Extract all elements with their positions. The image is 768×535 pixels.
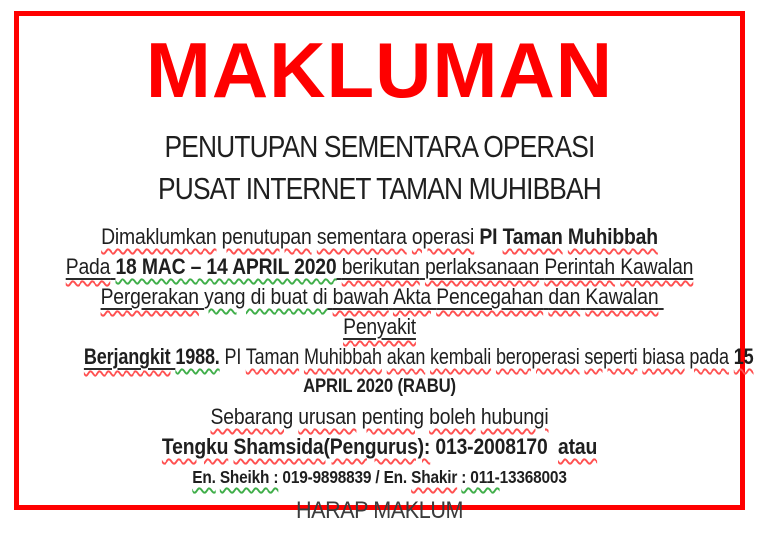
text-segment: PI [224, 344, 246, 369]
text-segment: PI [479, 224, 503, 249]
spellcheck-word: Kawalan [620, 254, 694, 279]
spellcheck-word: Tengku [161, 434, 229, 459]
spellcheck-word: beroperasi [495, 344, 580, 369]
text-segment [558, 434, 597, 459]
spellcheck-word: kembali [430, 344, 492, 369]
text-segment [246, 344, 729, 369]
text-segment: 18 MAC – 14 APRIL 2020 [115, 254, 337, 279]
spellcheck-word: pada [689, 344, 729, 369]
text-segment: yang di buat di [204, 284, 328, 309]
spellcheck-word: atau [558, 434, 598, 459]
spellcheck-word: Taman [245, 344, 300, 369]
space [658, 284, 663, 309]
spellcheck-word: Shakir [411, 467, 458, 487]
text-segment [333, 284, 664, 339]
spellcheck-word: dan [548, 284, 581, 309]
text-segment: 1988. [175, 344, 220, 369]
notice-frame [14, 11, 754, 524]
spellcheck-word: Muhibbah [303, 344, 382, 369]
spellcheck-word: Dimaklumkan [101, 224, 217, 249]
text-segment [734, 344, 754, 369]
spellcheck-word: Pada [65, 254, 111, 279]
body-line-7 [62, 432, 696, 462]
spellcheck-word: Akta [392, 284, 431, 309]
spellcheck-word: biasa [642, 344, 685, 369]
text-segment: 019-9898839 / En. [278, 467, 412, 487]
text-segment: 13368003 [499, 467, 567, 487]
spellcheck-word: boleh [429, 404, 476, 429]
body-line-2 [62, 252, 696, 282]
spellcheck-word: perlaksanaan [424, 254, 540, 279]
spellcheck-word: penutupan [221, 224, 312, 249]
text-segment [162, 434, 430, 459]
text-segment [66, 254, 111, 279]
text-segment: APRIL 2020 (RABU) [303, 376, 456, 397]
notice-body [19, 222, 754, 492]
text-segment [210, 404, 548, 429]
notice-subtitle-line2: PUSAT INTERNET TAMAN MUHIBBAH [158, 171, 601, 206]
notice-subtitles [19, 126, 740, 210]
spellcheck-word: Muhibbah [567, 224, 658, 249]
spellcheck-word: sementara [316, 224, 407, 249]
spellcheck-word: Penyakit [343, 314, 416, 339]
text-segment: En. [192, 467, 216, 487]
notice-title: MAKLUMAN [145, 26, 614, 114]
spellcheck-word: penting [361, 404, 424, 429]
spellcheck-word: Taman [502, 224, 563, 249]
text-segment [101, 284, 199, 309]
spellcheck-word: urusan [298, 404, 357, 429]
spellcheck-word: Perintah [544, 254, 616, 279]
spellcheck-word: Kawalan [585, 284, 659, 309]
spellcheck-word: akan [386, 344, 426, 369]
spellcheck-word: Berjangkit [83, 344, 171, 369]
spellcheck-word: operasi [411, 224, 475, 249]
spellcheck-word: hubungi [480, 404, 549, 429]
text-segment [503, 224, 658, 249]
spellcheck-word: berikutan [341, 254, 420, 279]
body-line-1 [62, 222, 696, 252]
text-segment: Sheikh : [219, 467, 279, 487]
body-line-3 [62, 282, 696, 342]
text-segment [411, 467, 457, 487]
text-segment [84, 344, 171, 369]
text-segment: 013-2008170 [430, 434, 559, 459]
spellcheck-word: Pencegahan [436, 284, 544, 309]
text-segment [101, 224, 479, 249]
text-segment: : 011- [461, 467, 500, 487]
notice-subtitle-line1: PENUTUPAN SEMENTARA OPERASI [164, 129, 595, 164]
spellcheck-word: Sebarang [210, 404, 294, 429]
spellcheck-word: 15 [733, 344, 754, 369]
body-line-8 [62, 462, 696, 492]
text-segment [342, 254, 694, 279]
spellcheck-word: Pergerakan [100, 284, 199, 309]
body-line-4 [83, 342, 754, 372]
spellcheck-word: seperti [584, 344, 638, 369]
closing-text: HARAP MAKLUM [295, 497, 464, 524]
spellcheck-word: bawah [332, 284, 389, 309]
spellcheck-word: Shamsida(Pengurus): [233, 434, 431, 459]
body-line-5 [62, 372, 696, 402]
body-line-6 [62, 402, 696, 432]
